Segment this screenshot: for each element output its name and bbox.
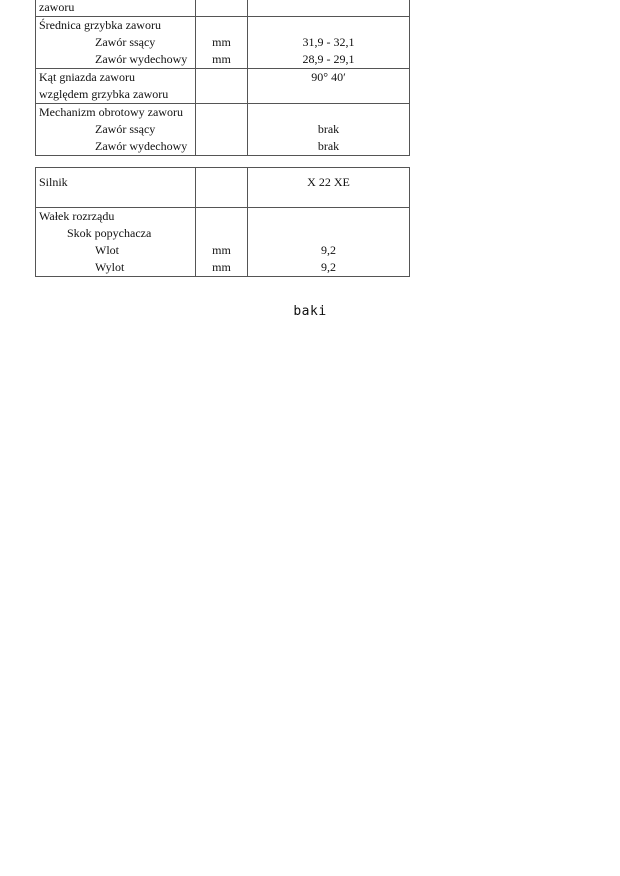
table-row	[36, 168, 410, 208]
row-subheading: Skok popychacza	[67, 226, 152, 240]
value-text: 31,9 - 32,1	[302, 35, 355, 49]
value-cell	[248, 69, 410, 104]
unit-cell	[196, 208, 248, 277]
row-label: względem grzybka zaworu	[39, 87, 169, 101]
row-label-cell	[36, 0, 196, 17]
row-sublabel: Zawór ssący	[95, 122, 156, 136]
row-heading: Średnica grzybka zaworu	[39, 18, 161, 32]
table-row	[36, 69, 410, 104]
valve-spec-table	[35, 0, 410, 156]
row-label: zaworu	[39, 0, 75, 14]
row-label: Silnik	[39, 175, 68, 189]
value-cell	[248, 104, 410, 156]
footer-mark: baki	[293, 304, 327, 319]
row-label-cell	[36, 208, 196, 277]
table-row	[36, 17, 410, 69]
row-label-cell	[36, 17, 196, 69]
row-sublabel: Wylot	[95, 260, 125, 274]
unit-cell	[196, 69, 248, 104]
value-text: X 22 XE	[307, 175, 350, 189]
row-label: Kąt gniazda zaworu	[39, 70, 135, 84]
table-row	[36, 208, 410, 277]
value-cell	[248, 17, 410, 69]
unit-text: mm	[212, 35, 231, 49]
camshaft-spec-table	[35, 167, 410, 277]
unit-text: mm	[212, 243, 231, 257]
value-text: 9,2	[321, 260, 336, 274]
row-heading: Mechanizm obrotowy zaworu	[39, 105, 183, 119]
row-heading: Wałek rozrządu	[39, 209, 115, 223]
row-sublabel: Zawór wydechowy	[95, 139, 188, 153]
value-cell	[248, 208, 410, 277]
unit-text: mm	[212, 260, 231, 274]
value-text: brak	[317, 122, 340, 136]
row-label-cell	[36, 168, 196, 208]
value-cell	[248, 168, 410, 208]
unit-cell	[196, 168, 248, 208]
table-row	[36, 104, 410, 156]
row-label-cell	[36, 69, 196, 104]
row-sublabel: Zawór ssący	[95, 35, 156, 49]
unit-cell	[196, 0, 248, 17]
value-text: 9,2	[321, 243, 336, 257]
row-label-cell	[36, 104, 196, 156]
value-text: 90° 40′	[311, 70, 346, 84]
row-sublabel: Zawór wydechowy	[95, 52, 188, 66]
value-cell	[248, 0, 410, 17]
row-sublabel: Wlot	[95, 243, 119, 257]
value-text: 28,9 - 29,1	[302, 52, 355, 66]
unit-text: mm	[212, 52, 231, 66]
unit-cell	[196, 17, 248, 69]
unit-cell	[196, 104, 248, 156]
table-row	[36, 0, 410, 17]
value-text: brak	[317, 139, 340, 153]
